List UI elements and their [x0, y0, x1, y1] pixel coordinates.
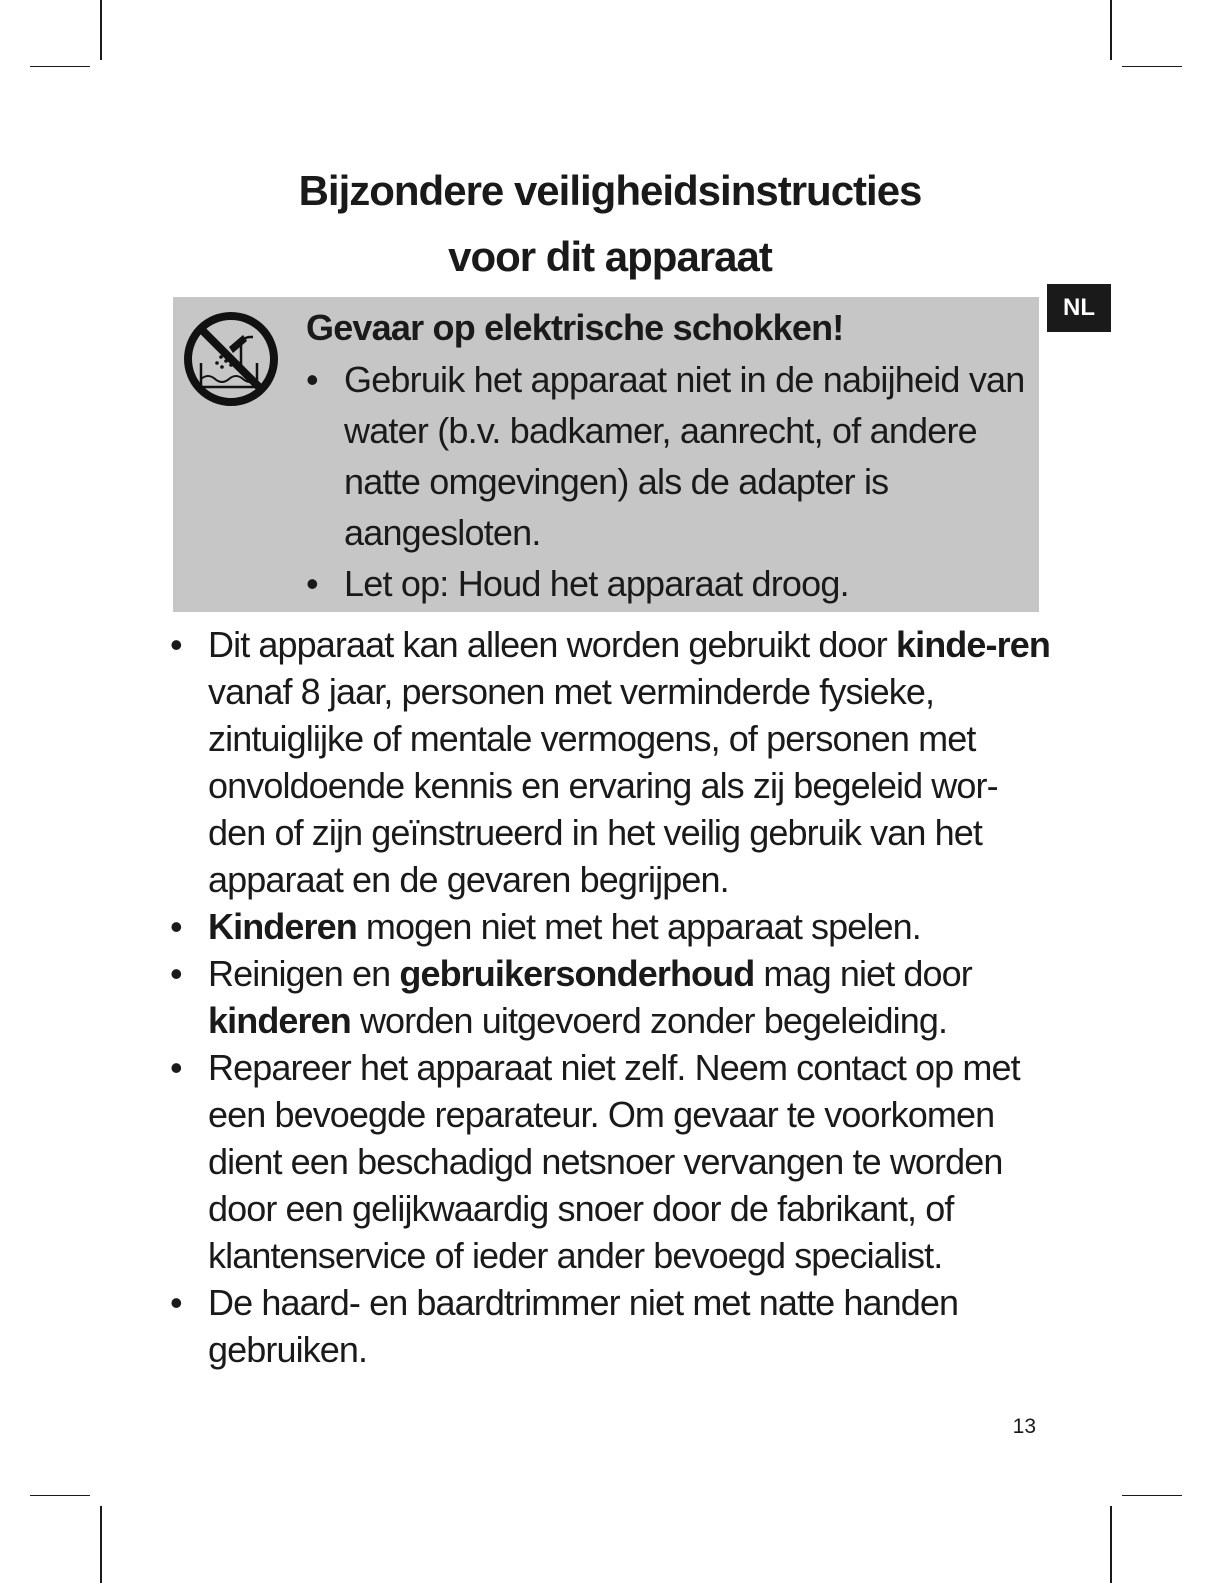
text-segment: Reinigen en [208, 953, 400, 994]
text-segment: Repareer het apparaat niet zelf. Neem contact op met een bevoegde reparateur. Om gevaar te voorkomen dient een beschadigd netsnoer vervangen te worden door een gelijkwaardig snoer door de fabrikant, of klantenservice of ieder ander bevoegd specialist. [208, 1047, 1020, 1276]
text-segment: mogen niet met het apparaat spelen. [356, 906, 921, 947]
warning-item: • Gebruik het apparaat niet in de nabijheid van water (b.v. badkamer, aanrecht, of andere natte omgevingen) als de adapter is aangesloten. [306, 354, 1026, 558]
crop-mark [1122, 66, 1182, 67]
crop-mark [1110, 0, 1112, 60]
crop-mark [30, 1495, 90, 1496]
language-tab: NL [1047, 284, 1111, 332]
warning-box [173, 297, 1039, 612]
title-line: Bijzondere veiligheidsinstructies [298, 167, 922, 214]
bold-segment: kinderen [208, 1000, 351, 1041]
warning-item: • Let op: Houd het apparaat droog. [306, 558, 1026, 609]
crop-mark [1122, 1495, 1182, 1496]
crop-mark [100, 1506, 102, 1583]
text-segment: De haard- en baardtrimmer niet met natte handen gebruiken. [208, 1282, 959, 1370]
text-segment: vanaf 8 jaar, personen met verminderde fysieke, zintuiglijke of mentale vermogens, of personen met onvoldoende kennis en ervaring als zij begeleid wor-den of zijn geïnstrueerd in het veilig gebruik van het apparaat en de gevaren begrijpen. [208, 671, 998, 900]
crop-mark [100, 0, 102, 60]
instruction-list [170, 621, 1050, 1373]
page-title [170, 158, 1050, 290]
crop-mark [30, 66, 90, 67]
warning-list [306, 354, 1026, 609]
text-segment: mag niet door [754, 953, 972, 994]
no-water-shower-prohibited-icon [181, 309, 281, 409]
warning-title: Gevaar op elektrische schokken! [306, 307, 844, 348]
crop-mark [1110, 1506, 1112, 1583]
text-segment: Dit apparaat kan alleen worden gebruikt door [208, 624, 896, 665]
text-segment: worden uitgevoerd zonder begeleiding. [350, 1000, 948, 1041]
instruction-item [170, 950, 1050, 1044]
instruction-item [170, 1044, 1050, 1279]
instruction-item [170, 621, 1050, 903]
title-line: voor dit apparaat [448, 233, 772, 280]
bold-segment: gebruikersonderhoud [399, 953, 755, 994]
bold-segment: kinde-ren [895, 624, 1050, 665]
instruction-item [170, 1279, 1050, 1373]
bold-segment: Kinderen [208, 906, 357, 947]
page-number: 13 [1012, 1415, 1036, 1438]
instruction-item [170, 903, 1050, 950]
